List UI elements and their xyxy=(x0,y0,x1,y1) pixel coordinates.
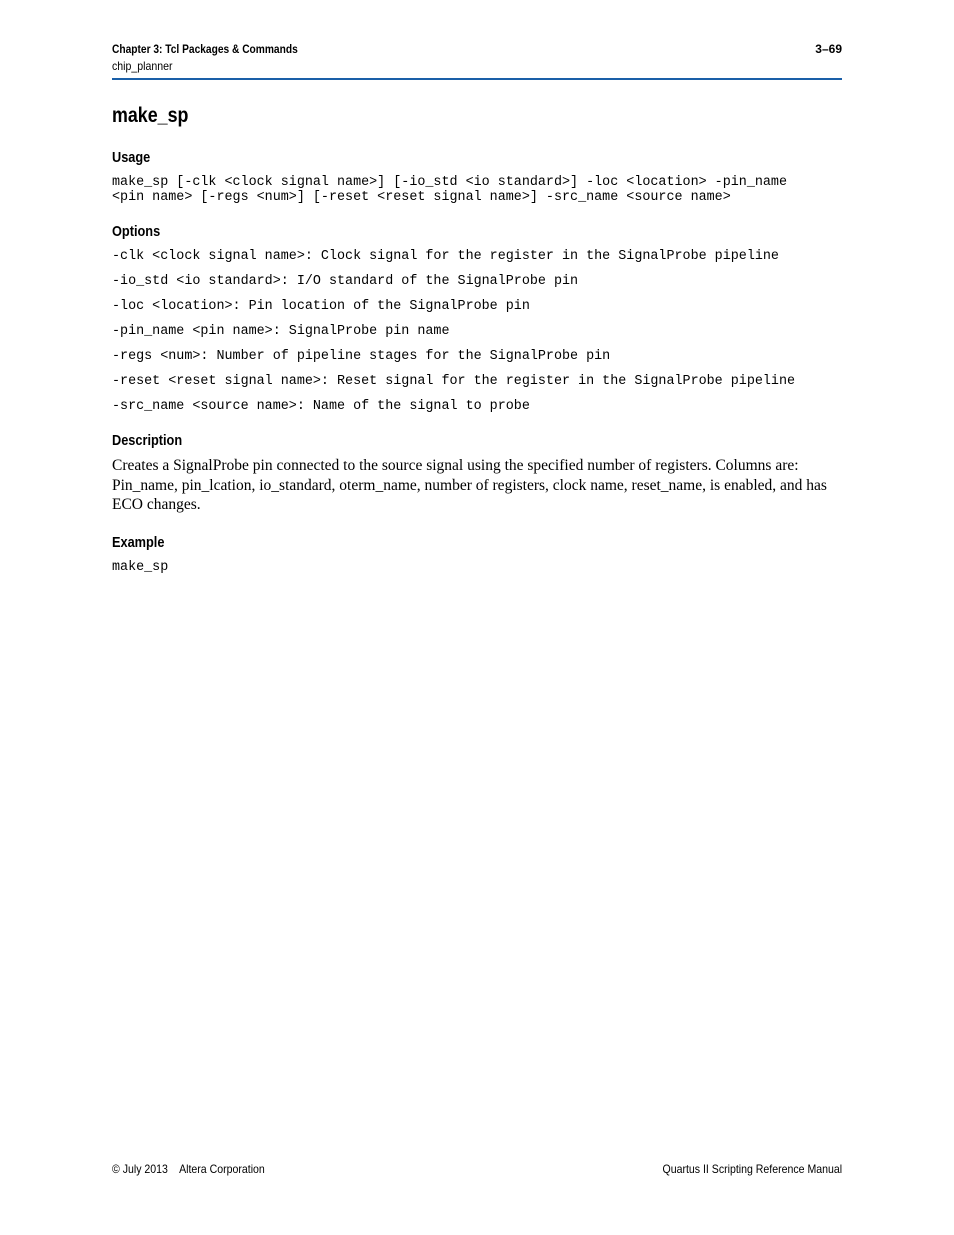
footer-company: Altera Corporation xyxy=(179,1162,265,1176)
option-reset: -reset <reset signal name>: Reset signal for the register in the SignalProbe pipeline xyxy=(112,374,796,389)
usage-line-2: <pin name> [-regs <num>] [-reset <reset signal name>] -src_name <source name> xyxy=(112,190,731,205)
option-src-name: -src_name <source name>: Name of the signal to probe xyxy=(112,399,530,414)
option-io-std: -io_std <io standard>: I/O standard of the SignalProbe pin xyxy=(112,274,579,289)
description-heading: Description xyxy=(112,432,183,449)
page-number: 3–69 xyxy=(815,42,842,56)
section-name: chip_planner xyxy=(112,59,173,73)
usage-heading: Usage xyxy=(112,149,151,166)
chapter-title: Chapter 3: Tcl Packages & Commands xyxy=(112,42,298,56)
example-code: make_sp xyxy=(112,560,169,575)
options-heading: Options xyxy=(112,223,161,240)
option-clk: -clk <clock signal name>: Clock signal for the register in the SignalProbe pipeline xyxy=(112,249,779,264)
command-title: make_sp xyxy=(112,104,189,127)
footer-date: © July 2013 xyxy=(112,1162,168,1176)
option-loc: -loc <location>: Pin location of the SignalProbe pin xyxy=(112,299,530,314)
example-heading: Example xyxy=(112,534,165,551)
option-regs: -regs <num>: Number of pipeline stages for the SignalProbe pin xyxy=(112,349,611,364)
page-header xyxy=(112,42,842,80)
footer-left xyxy=(112,1162,265,1176)
usage-line-1: make_sp [-clk <clock signal name>] [-io_std <io standard>] -loc <location> -pin_name xyxy=(112,175,787,190)
footer-manual: Quartus II Scripting Reference Manual xyxy=(662,1162,842,1176)
description-text: Creates a SignalProbe pin connected to the source signal using the specified number of registers. Columns are: Pin_name, pin_lcation, io_standard, oterm_name, number of registers, clock name, reset_name, is enabled, and has ECO changes. xyxy=(112,457,827,513)
option-pin-name: -pin_name <pin name>: SignalProbe pin name xyxy=(112,324,450,339)
